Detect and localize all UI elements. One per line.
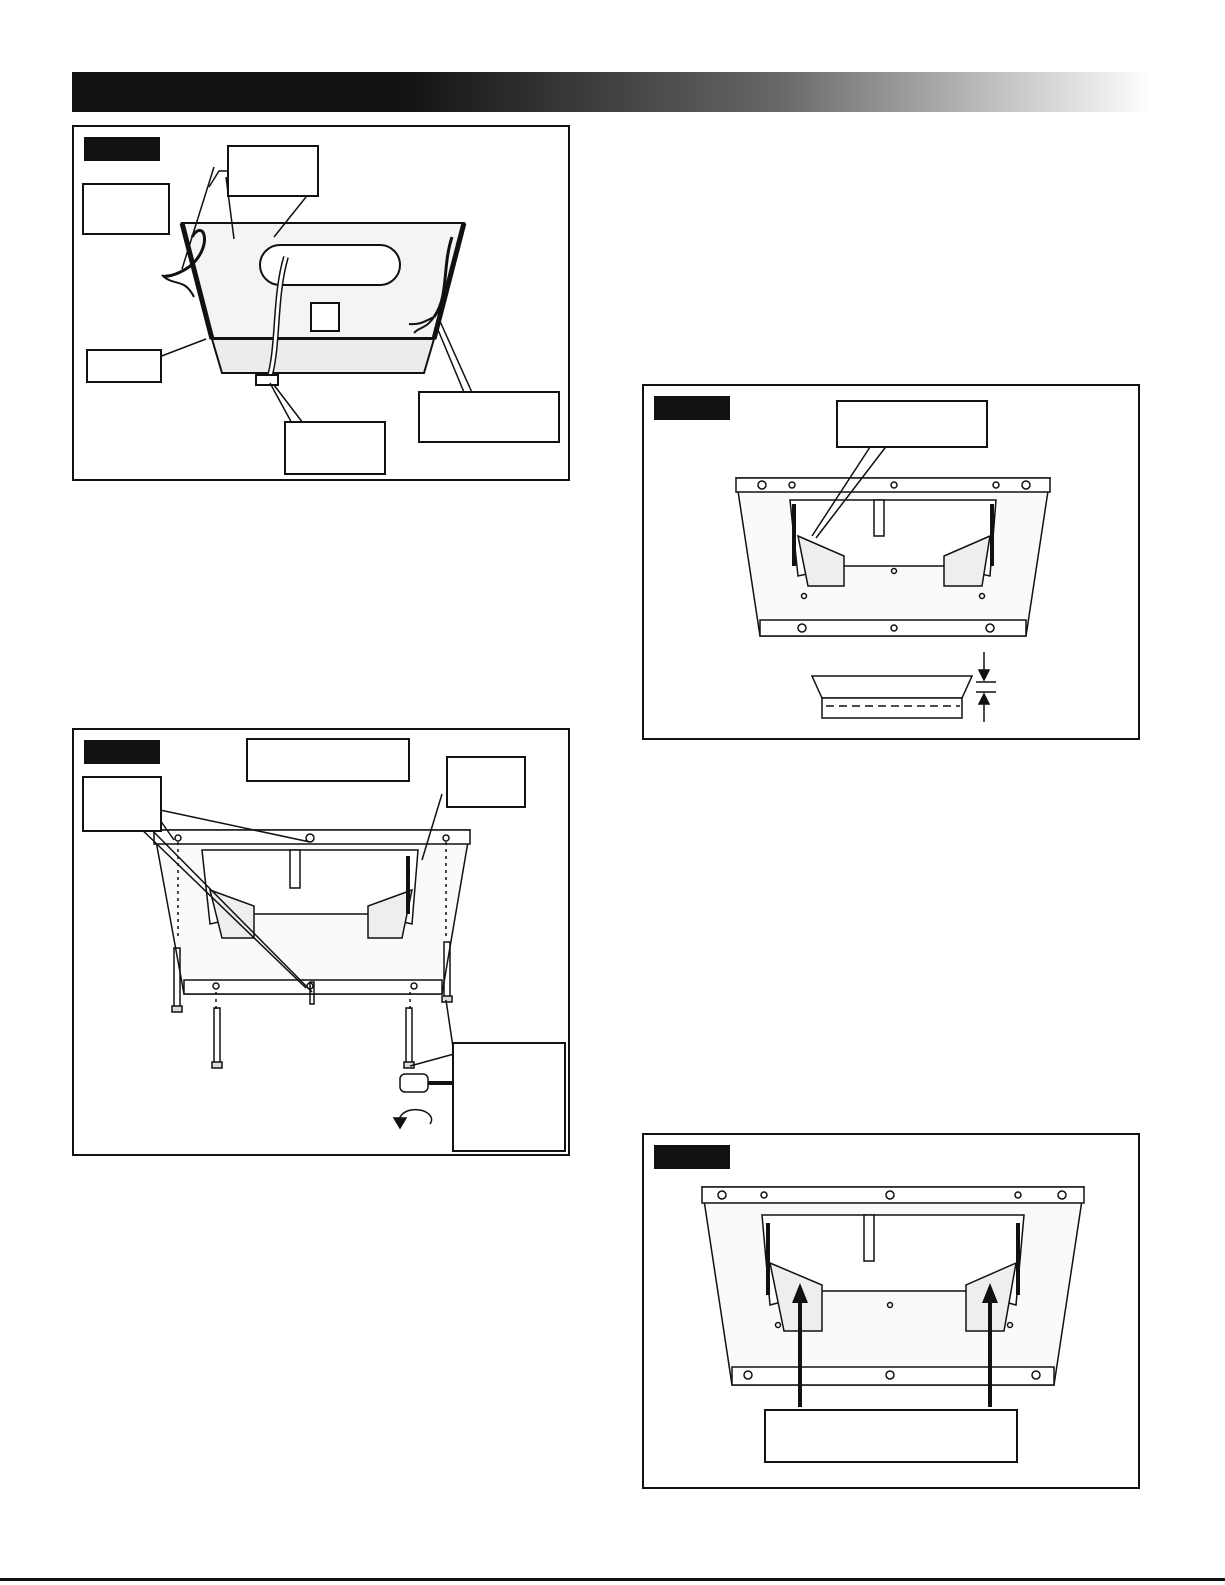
callout-box: [764, 1409, 1018, 1463]
page-bottom-rule: [0, 1578, 1225, 1581]
callout-box: [82, 776, 162, 832]
callout-box: [452, 1042, 566, 1152]
callout-box: [227, 145, 319, 197]
figure-frame-dimension: [642, 384, 1140, 740]
callout-box: [446, 756, 526, 808]
figure-frame-screws: [72, 728, 570, 1156]
section-header-bar: [72, 72, 1152, 112]
callout-box: [86, 349, 162, 383]
callout-box: [836, 400, 988, 448]
callout-box: [246, 738, 410, 782]
callout-box: [418, 391, 560, 443]
callout-box: [284, 421, 386, 475]
figure-frame-flanges: [642, 1133, 1140, 1489]
figure-wiring-box: [72, 125, 570, 481]
callout-box: [82, 183, 170, 235]
